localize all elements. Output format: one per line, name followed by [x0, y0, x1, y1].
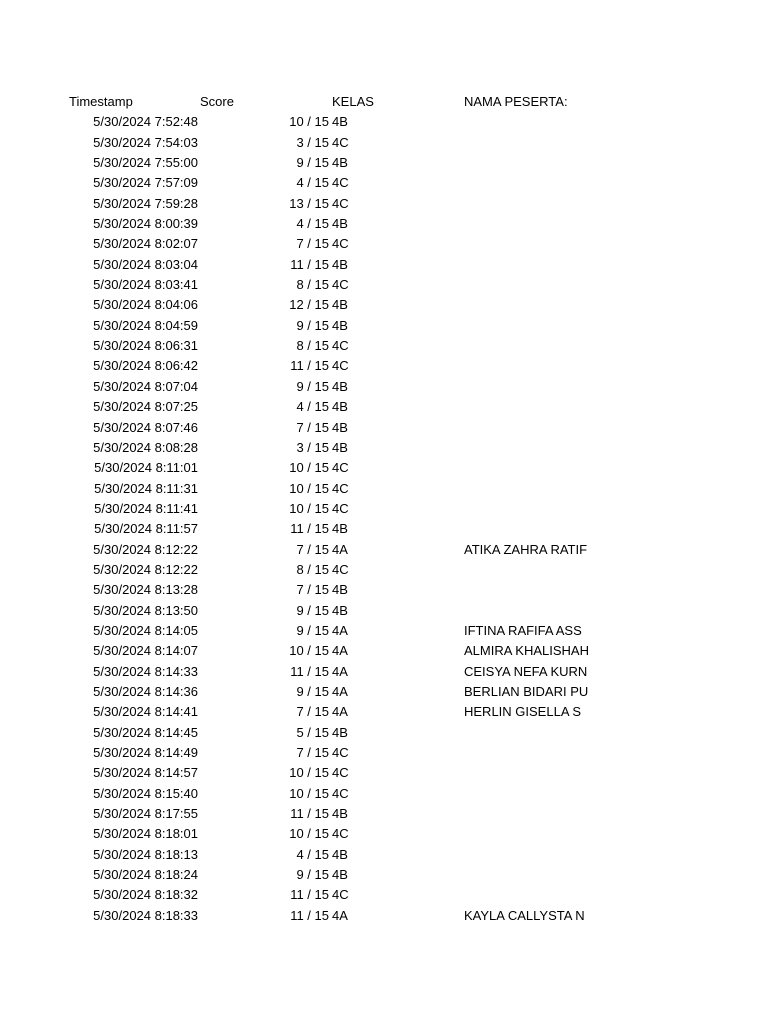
cell-timestamp: 5/30/2024 8:06:42 — [93, 358, 198, 374]
cell-timestamp: 5/30/2024 8:08:28 — [93, 439, 198, 455]
cell-score: 10 / 15 — [289, 826, 329, 842]
cell-kelas: 4B — [332, 419, 348, 435]
cell-score: 4 / 15 — [296, 216, 329, 232]
table-row — [0, 356, 768, 376]
cell-timestamp: 5/30/2024 8:18:33 — [93, 907, 198, 923]
table-row — [0, 580, 768, 600]
table-row — [0, 519, 768, 539]
cell-score: 4 / 15 — [296, 399, 329, 415]
cell-score: 8 / 15 — [296, 338, 329, 354]
cell-timestamp: 5/30/2024 8:03:41 — [93, 277, 198, 293]
cell-score: 5 / 15 — [296, 724, 329, 740]
table-row — [0, 804, 768, 824]
cell-score: 10 / 15 — [289, 114, 329, 130]
header-score: Score — [200, 94, 234, 109]
table-row — [0, 824, 768, 844]
header-row — [0, 92, 768, 112]
table-row — [0, 194, 768, 214]
cell-timestamp: 5/30/2024 8:11:31 — [94, 480, 198, 496]
cell-timestamp: 5/30/2024 7:55:00 — [93, 155, 198, 171]
cell-timestamp: 5/30/2024 7:57:09 — [93, 175, 198, 191]
table-row — [0, 560, 768, 580]
cell-score: 7 / 15 — [296, 236, 329, 252]
cell-kelas: 4C — [332, 277, 349, 293]
table-row — [0, 540, 768, 560]
cell-timestamp: 5/30/2024 8:14:07 — [93, 643, 198, 659]
table-row — [0, 255, 768, 275]
table-row — [0, 133, 768, 153]
cell-nama-peserta: BERLIAN BIDARI PU — [464, 683, 589, 699]
cell-kelas: 4B — [332, 806, 348, 822]
table-row — [0, 397, 768, 417]
table-row — [0, 682, 768, 702]
cell-score: 9 / 15 — [296, 683, 329, 699]
spreadsheet — [0, 92, 768, 926]
table-row — [0, 865, 768, 885]
cell-score: 4 / 15 — [296, 175, 329, 191]
cell-timestamp: 5/30/2024 8:18:32 — [93, 887, 198, 903]
cell-score: 10 / 15 — [289, 460, 329, 476]
cell-timestamp: 5/30/2024 8:14:49 — [93, 745, 198, 760]
cell-timestamp: 5/30/2024 8:07:46 — [93, 419, 198, 435]
table-row — [0, 784, 768, 804]
cell-timestamp: 5/30/2024 8:07:25 — [93, 399, 198, 415]
cell-kelas: 4C — [332, 195, 349, 211]
cell-kelas: 4C — [332, 338, 349, 354]
cell-score: 7 / 15 — [296, 419, 329, 435]
cell-timestamp: 5/30/2024 8:12:22 — [93, 561, 198, 577]
cell-score: 10 / 15 — [289, 785, 329, 801]
cell-score: 9 / 15 — [296, 602, 329, 618]
table-row — [0, 662, 768, 682]
cell-timestamp: 5/30/2024 8:14:05 — [93, 622, 198, 638]
cell-timestamp: 5/30/2024 8:04:59 — [93, 317, 198, 333]
cell-timestamp: 5/30/2024 8:00:39 — [93, 216, 198, 232]
header-kelas: KELAS — [332, 94, 374, 109]
cell-score: 3 / 15 — [296, 134, 329, 150]
cell-kelas: 4A — [332, 622, 348, 638]
cell-score: 4 / 15 — [296, 846, 329, 862]
table-row — [0, 601, 768, 621]
cell-timestamp: 5/30/2024 8:11:01 — [94, 460, 198, 476]
cell-score: 7 / 15 — [296, 704, 329, 720]
table-row — [0, 499, 768, 519]
cell-score: 9 / 15 — [296, 155, 329, 171]
cell-kelas: 4B — [332, 439, 348, 455]
cell-kelas: 4C — [332, 785, 349, 801]
cell-score: 7 / 15 — [296, 745, 329, 760]
cell-timestamp: 5/30/2024 8:14:41 — [93, 704, 198, 720]
cell-kelas: 4C — [332, 887, 349, 903]
table-row — [0, 418, 768, 438]
cell-score: 11 / 15 — [290, 521, 329, 537]
cell-kelas: 4C — [332, 460, 349, 476]
cell-score: 10 / 15 — [289, 765, 329, 781]
table-row — [0, 885, 768, 905]
cell-score: 11 / 15 — [290, 907, 329, 923]
cell-timestamp: 5/30/2024 8:13:50 — [93, 602, 198, 618]
table-row — [0, 702, 768, 722]
cell-kelas: 4C — [332, 480, 349, 496]
cell-kelas: 4B — [332, 846, 348, 862]
cell-kelas: 4C — [332, 236, 349, 252]
cell-timestamp: 5/30/2024 8:15:40 — [93, 785, 198, 801]
cell-timestamp: 5/30/2024 8:13:28 — [93, 582, 198, 598]
cell-timestamp: 5/30/2024 8:07:04 — [93, 378, 198, 394]
cell-score: 10 / 15 — [289, 480, 329, 496]
cell-timestamp: 5/30/2024 8:14:36 — [93, 683, 198, 699]
cell-score: 8 / 15 — [296, 277, 329, 293]
cell-kelas: 4C — [332, 134, 349, 150]
cell-timestamp: 5/30/2024 8:06:31 — [93, 338, 198, 354]
cell-timestamp: 5/30/2024 7:52:48 — [93, 114, 198, 130]
cell-score: 11 / 15 — [290, 358, 329, 374]
cell-score: 9 / 15 — [296, 317, 329, 333]
table-row — [0, 621, 768, 641]
cell-score: 11 / 15 — [290, 663, 329, 679]
cell-kelas: 4C — [332, 561, 349, 577]
table-row — [0, 743, 768, 763]
cell-score: 10 / 15 — [289, 500, 329, 516]
cell-kelas: 4C — [332, 826, 349, 842]
cell-kelas: 4C — [332, 358, 349, 374]
cell-nama-peserta: CEISYA NEFA KURN — [464, 663, 588, 679]
cell-nama-peserta: KAYLA CALLYSTA N — [464, 907, 585, 923]
cell-timestamp: 5/30/2024 8:11:41 — [94, 500, 198, 516]
table-row — [0, 377, 768, 397]
cell-timestamp: 5/30/2024 8:03:04 — [93, 256, 198, 272]
cell-timestamp: 5/30/2024 8:14:33 — [93, 663, 198, 679]
cell-kelas: 4B — [332, 256, 348, 272]
cell-kelas: 4B — [332, 602, 348, 618]
cell-kelas: 4A — [332, 663, 348, 679]
table-row — [0, 234, 768, 254]
cell-timestamp: 5/30/2024 8:17:55 — [93, 806, 198, 822]
cell-score: 9 / 15 — [296, 378, 329, 394]
cell-timestamp: 5/30/2024 7:54:03 — [93, 134, 198, 150]
cell-timestamp: 5/30/2024 8:11:57 — [94, 521, 198, 537]
cell-kelas: 4B — [332, 297, 348, 313]
cell-kelas: 4B — [332, 378, 348, 394]
header-timestamp: Timestamp — [69, 94, 133, 109]
cell-kelas: 4B — [332, 114, 348, 130]
cell-kelas: 4A — [332, 704, 348, 720]
table-row — [0, 458, 768, 478]
cell-score: 11 / 15 — [290, 806, 329, 822]
cell-score: 11 / 15 — [290, 256, 329, 272]
cell-kelas: 4A — [332, 541, 348, 557]
cell-kelas: 4B — [332, 582, 348, 598]
table-row — [0, 316, 768, 336]
cell-kelas: 4B — [332, 867, 348, 883]
table-row — [0, 173, 768, 193]
cell-score: 9 / 15 — [296, 867, 329, 883]
cell-score: 11 / 15 — [290, 887, 329, 903]
table-row — [0, 112, 768, 132]
cell-kelas: 4A — [332, 643, 348, 659]
table-row — [0, 275, 768, 295]
cell-score: 12 / 15 — [289, 297, 329, 313]
cell-kelas: 4B — [332, 155, 348, 171]
cell-score: 7 / 15 — [296, 582, 329, 598]
cell-score: 13 / 15 — [289, 195, 329, 211]
table-row — [0, 295, 768, 315]
cell-timestamp: 5/30/2024 8:02:07 — [93, 236, 198, 252]
cell-timestamp: 5/30/2024 8:14:57 — [93, 765, 198, 781]
cell-kelas: 4C — [332, 745, 349, 760]
cell-nama-peserta: IFTINA RAFIFA ASS — [464, 622, 582, 638]
table-row — [0, 845, 768, 865]
cell-nama-peserta: ALMIRA KHALISHAH — [464, 643, 589, 659]
cell-timestamp: 5/30/2024 7:59:28 — [93, 195, 198, 211]
cell-kelas: 4C — [332, 765, 349, 781]
cell-kelas: 4B — [332, 724, 348, 740]
table-row — [0, 336, 768, 356]
table-row — [0, 763, 768, 783]
cell-score: 10 / 15 — [289, 643, 329, 659]
cell-timestamp: 5/30/2024 8:18:24 — [93, 867, 198, 883]
table-row — [0, 479, 768, 499]
cell-kelas: 4A — [332, 683, 348, 699]
cell-timestamp: 5/30/2024 8:04:06 — [93, 297, 198, 313]
cell-kelas: 4B — [332, 317, 348, 333]
table-row — [0, 906, 768, 926]
table-row — [0, 723, 768, 743]
table-row — [0, 153, 768, 173]
cell-kelas: 4B — [332, 216, 348, 232]
header-nama-peserta: NAMA PESERTA: — [464, 94, 568, 109]
cell-nama-peserta: ATIKA ZAHRA RATIF — [464, 541, 588, 557]
cell-kelas: 4C — [332, 175, 349, 191]
cell-kelas: 4B — [332, 521, 348, 537]
cell-kelas: 4B — [332, 399, 348, 415]
cell-score: 3 / 15 — [296, 439, 329, 455]
cell-score: 8 / 15 — [296, 561, 329, 577]
cell-timestamp: 5/30/2024 8:14:45 — [93, 724, 198, 740]
cell-kelas: 4C — [332, 500, 349, 516]
cell-timestamp: 5/30/2024 8:18:01 — [93, 826, 198, 842]
table-row — [0, 214, 768, 234]
cell-score: 9 / 15 — [296, 622, 329, 638]
cell-kelas: 4A — [332, 907, 348, 923]
table-row — [0, 438, 768, 458]
cell-timestamp: 5/30/2024 8:12:22 — [93, 541, 198, 557]
cell-nama-peserta: HERLIN GISELLA S — [464, 704, 582, 720]
table-body — [0, 112, 768, 926]
table-row — [0, 641, 768, 661]
cell-timestamp: 5/30/2024 8:18:13 — [93, 846, 198, 862]
cell-score: 7 / 15 — [296, 541, 329, 557]
